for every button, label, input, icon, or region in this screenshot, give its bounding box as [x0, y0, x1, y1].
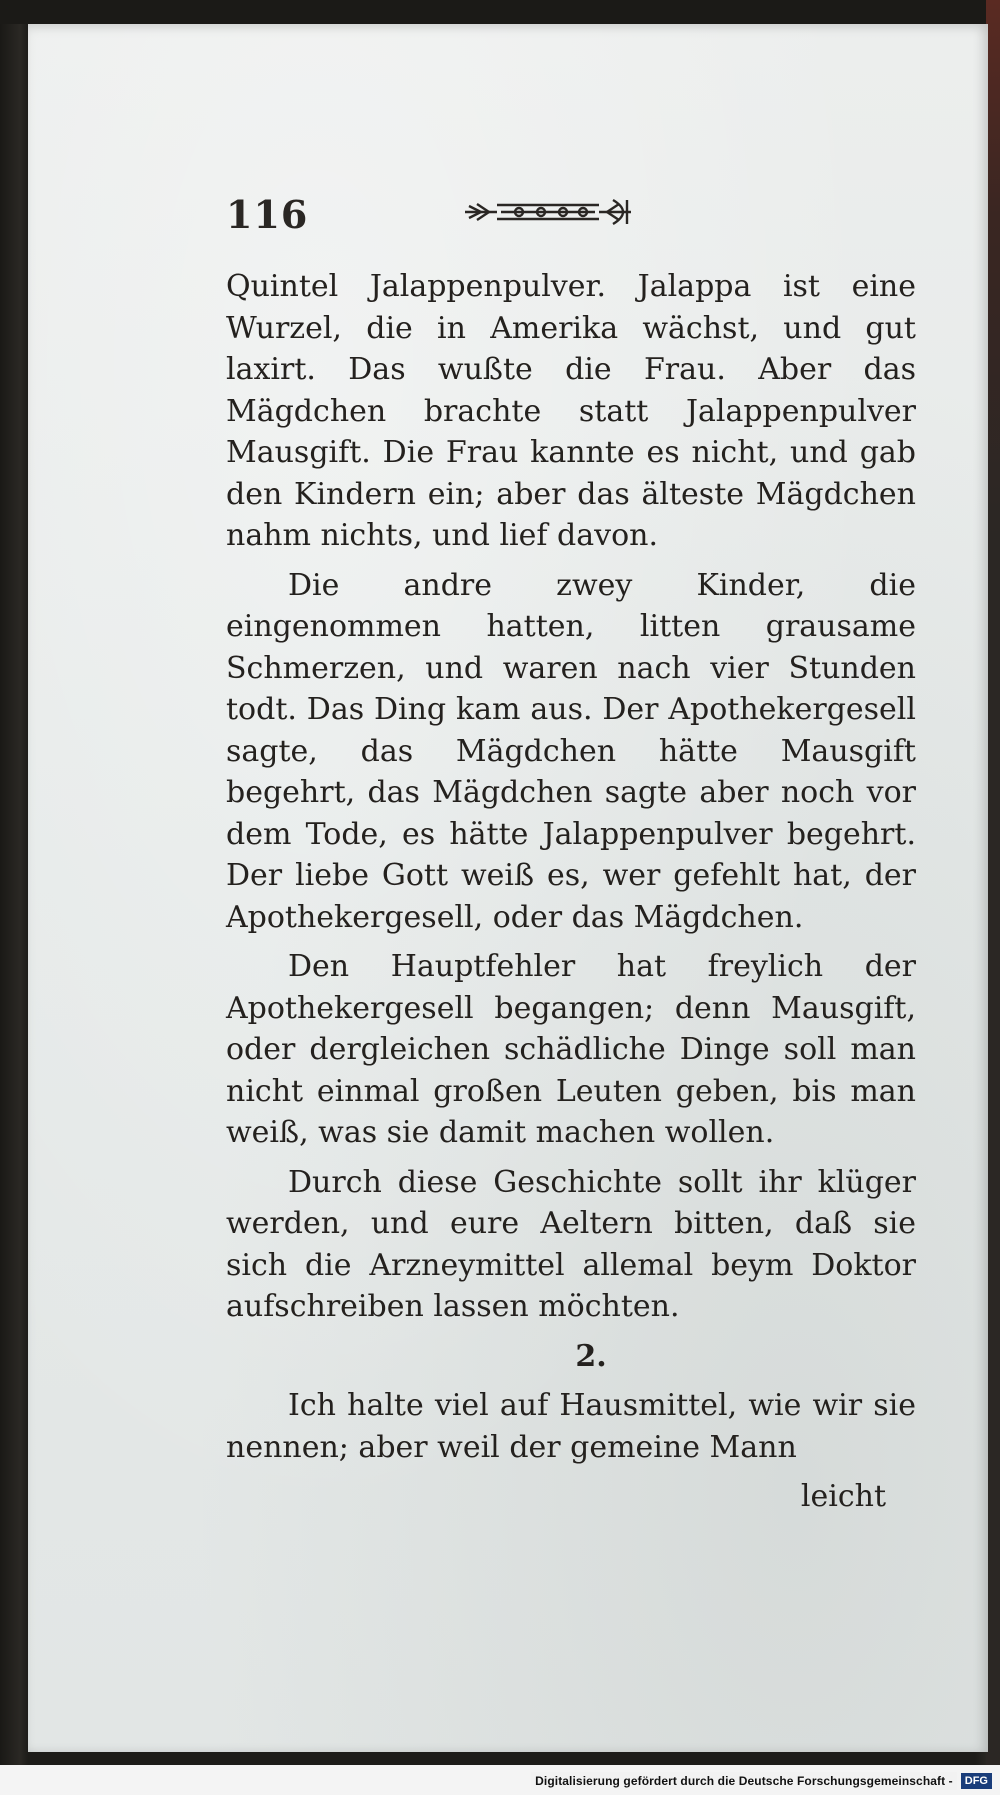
book-page [28, 24, 988, 1752]
credit-text: Digitalisierung gefördert durch die Deutsche Forschungsgemeinschaft - [531, 1772, 957, 1790]
paragraph-1: Quintel Jalappenpulver. Jalappa ist eine Wurzel, die in Amerika wächst, und gut laxirt. Das wußte die Frau. Aber das Mägdchen brachte statt Jalappenpulver Mausgift. Die Frau kannte es nicht, und gab den Kindern ein; aber das älteste Mägdchen nahm nichts, und lief davon. [226, 269, 916, 553]
paragraph-4: Durch diese Geschichte sollt ihr klüger werden, und eure Aeltern bitten, daß sie sich die Arzneymittel allemal beym Doktor aufschreiben lassen möchten. [226, 1164, 916, 1324]
digitization-credit [531, 1769, 992, 1793]
catchword: leicht [800, 1479, 886, 1514]
dfg-logo: DFG [961, 1773, 992, 1789]
section-number: 2. [575, 1338, 607, 1374]
scan-top-border [0, 0, 1000, 24]
paragraph-2: Die andre zwey Kinder, die eingenommen hatten, litten grausame Schmerzen, und waren nach vier Stunden todt. Das Ding kam aus. Der Apothekergesell sagte, das Mägdchen hätte Mausgift begehrt, das Mägdchen sagte aber noch vor dem Tode, es hätte Jalappenpulver begehrt. Der liebe Gott weiß es, wer gefehlt hat, der Apothekergesell, oder das Mägdchen. [226, 567, 916, 935]
page-number: 116 [226, 192, 309, 237]
book-edge [986, 0, 1000, 1795]
printer-ornament-icon [463, 194, 633, 235]
paragraph-3: Den Hauptfehler hat freylich der Apothekergesell begangen; denn Mausgift, oder dergleichen schädliche Dinge soll man nicht einmal großen Leuten geben, bis man weiß, was sie damit machen wollen. [226, 949, 916, 1150]
page-body [226, 266, 916, 1526]
paragraph-5: Ich halte viel auf Hausmittel, wie wir sie nennen; aber weil der gemeine Mann [226, 1388, 916, 1465]
